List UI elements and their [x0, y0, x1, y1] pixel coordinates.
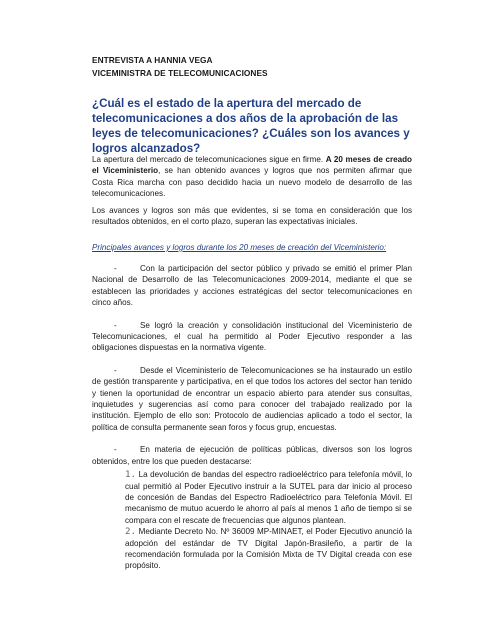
- list-item-text: En materia de ejecución de políticas públicas, diversos son los logros obtenidos, entre los que pueden destacarse:: [92, 445, 412, 466]
- sublist-text: La devolución de bandas del espectro radioeléctrico para telefonía móvil, lo cual permitió al Poder Ejecutivo instruir a la SUTEL para dar inicio al proceso de concesión de Bandas del Espectro Radioeléctrico para Telefonía Móvil. El mecanismo de mutuo acuerdo le ahorro al país al menos 1 año de tiempo si se compara con el rescate de frecuencias que algunos plantean.: [125, 470, 412, 525]
- sublist-item: [125, 526, 412, 572]
- answer-paragraph-2: Los avances y logros son más que evidentes, si se toma en consideración que los resultados obtenidos, en el corto plazo, superan las expectativas iniciales.: [92, 206, 412, 227]
- list-item-text: Con la participación del sector público y privado se emitió el primer Plan Nacional de Desarrollo de las Telecomunicaciones 2009-2014, mediante el que se establecen las prioridades y acciones estratégicas del sector telecomunicaciones en cinco años.: [92, 264, 412, 308]
- sublist-item: [125, 469, 412, 526]
- list-item: [92, 263, 412, 309]
- dash-bullet: -: [114, 320, 117, 330]
- sublist-number: 2.: [125, 526, 137, 538]
- list-item: [92, 365, 412, 433]
- answer-paragraph-1: [92, 154, 412, 200]
- list-item: [92, 320, 412, 354]
- sublist-text: Mediante Decreto No. Nº 36009 MP-MINAET, el Poder Ejecutivo anunció la adopción del estándar de TV Digital Japón-Brasileño, a partir de la recomendación formulada por la Comisión Mixta de TV Digital creada con ese propósito.: [125, 527, 413, 571]
- paragraph-1-bold-text: A 20 meses de creado el Viceministerio: [92, 155, 412, 176]
- list-item-text: Se logró la creación y consolidación institucional del Viceministerio de Telecomunicaciones, el cual ha permitido al Poder Ejecutivo responder a las obligaciones dispuestas en la normativa vigente.: [92, 320, 412, 353]
- interview-title: ENTREVISTA A HANNIA VEGA: [92, 55, 213, 65]
- list-item: [92, 444, 412, 467]
- paragraph-1-text-start: La apertura del mercado de telecomunicaciones sigue en firme.: [92, 155, 326, 164]
- paragraph-1-text-end: , se han obtenido avances y logros que nos permiten afirmar que Costa Rica marcha con paso decidido hacia un nuevo modelo de desarrollo de las telecomunicaciones.: [92, 166, 412, 199]
- interview-header: [92, 54, 422, 80]
- achievements-list: [92, 263, 412, 572]
- interviewee-position: VICEMINISTRA DE TELECOMUNICACIONES: [92, 68, 268, 78]
- achievements-subheading: Principales avances y logros durante los 20 meses de creación del Viceministerio:: [92, 243, 387, 252]
- list-item-text: Desde el Viceministerio de Telecomunicaciones se ha instaurado un estilo de gestión transparente y participativa, en el que todos los actores del sector han tenido y tienen la oportunidad de encontrar un espacio abierto para atender sus consultas, inquietudes y sugerencias así como para conocer del trabajado realizado por la institución. Ejemplo de ello son: Protocolo de audiencias aplicado a todo el sector, la política de consulta permanente sean foros y focus grup, encuestas.: [92, 365, 412, 432]
- dash-bullet: -: [114, 264, 117, 273]
- sublist-number: 1.: [125, 469, 137, 481]
- dash-bullet: -: [114, 365, 117, 375]
- policy-sublist: [125, 469, 412, 572]
- dash-bullet: -: [114, 445, 117, 455]
- interview-question: ¿Cuál es el estado de la apertura del mercado de telecomunicaciones a dos años de la aprobación de las leyes de telecomunicaciones? ¿Cuáles son los avances y logros alcanzados?: [92, 97, 410, 155]
